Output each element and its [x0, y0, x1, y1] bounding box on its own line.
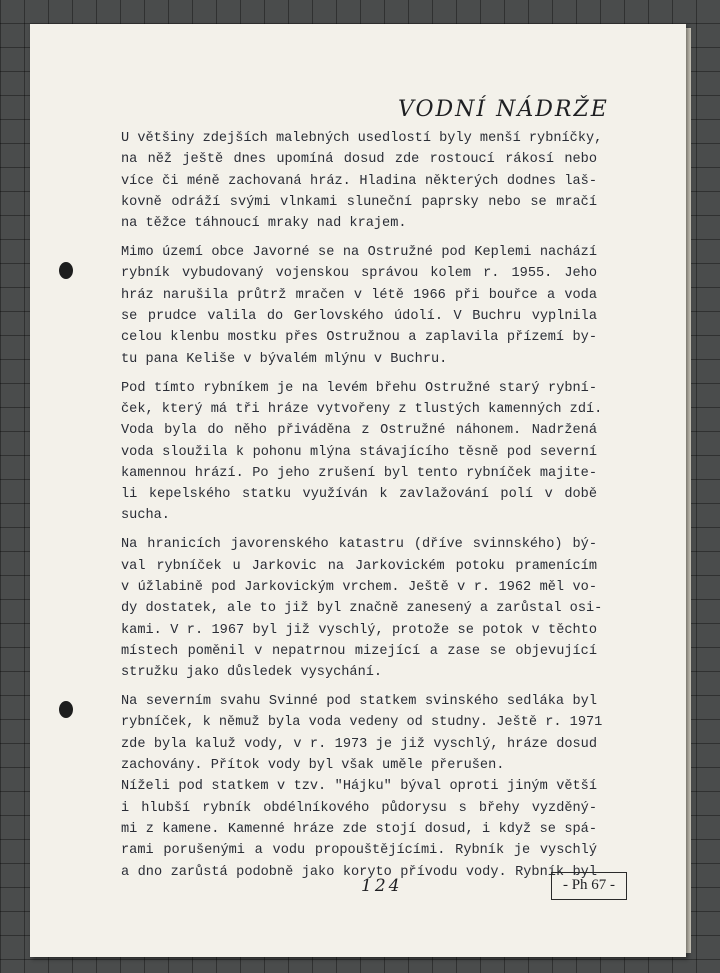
paragraph-1 [121, 128, 603, 234]
page-code-label: - Ph 67 - [551, 872, 627, 900]
paragraph-5 [121, 691, 603, 776]
text-line: Voda byla do něho přiváděna z Ostružné náhonem. Nadržená [121, 423, 597, 439]
text-line: celou klenbu mostku přes Ostružnou a zaplavila přízemí by- [121, 330, 597, 346]
page-edge [686, 28, 691, 953]
text-line: Níželi pod statkem v tzv. "Hájku" býval oproti jiným větší [121, 779, 597, 795]
text-line: více či méně zachovaná hráz. Hladina některých dodnes laš- [121, 173, 597, 189]
body-text [121, 128, 603, 883]
text-line: Na hranicích javorenského katastru (dříve svinnského) bý- [121, 537, 597, 553]
text-line: na něž ještě dnes upomíná dosud zde rostoucí rákosí nebo [121, 152, 597, 168]
paragraph-2 [121, 242, 597, 370]
paragraph-4 [121, 534, 603, 683]
text-line: dy dostatek, ale to již byl značně zanesený a zarůstal osi- [121, 601, 603, 617]
text-line: stružku jako důsledek vysychání. [121, 665, 383, 681]
text-line: val rybníček u Jarkovic na Jarkovickém potoku pramenícím [121, 558, 597, 574]
text-line: Na severním svahu Svinné pod statkem svinského sedláka byl [121, 694, 597, 710]
text-line: kovně odráží svými vlnkami sluneční paprsky nebo se mračí [121, 194, 597, 210]
text-line: rybníček, k němuž byla voda vedeny od studny. Ještě r. 1971 [121, 715, 603, 731]
punch-hole-top [59, 262, 73, 279]
page-title: VODNÍ NÁDRŽE [398, 97, 609, 122]
text-line: zde byla kaluž vody, v r. 1973 je již vyschlý, hráze dosud [121, 736, 597, 752]
text-line: mi z kamene. Kamenné hráze zde stojí dosud, i když se spá- [121, 821, 597, 837]
text-line: na těžce táhnoucí mraky nad krajem. [121, 216, 407, 232]
text-line: Pod tímto rybníkem je na levém břehu Ostružné starý rybní- [121, 380, 597, 396]
text-line: zachovány. Přítok vody byl však uměle přerušen. [121, 758, 505, 774]
text-line: místech poměnil v nepatrnou mizející a zase se objevující [121, 643, 597, 659]
text-line: sucha. [121, 508, 170, 524]
text-line: i hlubší rybník obdélníkového půdorysu s břehy vyzděný- [121, 800, 597, 816]
text-line: kami. V r. 1967 byl již vyschlý, protože se potok v těchto [121, 622, 597, 638]
text-line: a dno zarůstá podobně jako koryto přívodu vody. Rybník byl [121, 864, 597, 880]
page-number: 124 [361, 876, 403, 896]
text-line: Mimo území obce Javorné se na Ostružné pod Keplemi nachází [121, 245, 597, 261]
text-line: hráz narušila průtrž mračen v létě 1966 při bouřce a voda [121, 287, 597, 303]
text-line: voda sloužila k pohonu mlýna stávajícího těsně pod severní [121, 444, 597, 460]
text-line: ček, který má tři hráze vytvořeny z tlustých kamenných zdí. [121, 401, 603, 417]
paragraph-3 [121, 378, 603, 527]
text-line: rami porušenými a vodu propouštějícími. Rybník je vyschlý [121, 843, 597, 859]
text-line: kamennou hrází. Po jeho zrušení byl tento rybníček majite- [121, 465, 597, 481]
text-line: rybník vybudovaný vojenskou správou kolem r. 1955. Jeho [121, 266, 597, 282]
text-line: li kepelského statku využíván k zavlažování polí v době [121, 487, 597, 503]
text-line: v úžlabině pod Jarkovickým vrchem. Ještě v r. 1962 měl vo- [121, 580, 597, 595]
text-line: tu pana Keliše v bývalém mlýnu v Buchru. [121, 351, 448, 367]
text-line: se prudce valila do Gerlovského údolí. V Buchru vyplnila [121, 309, 597, 325]
paragraph-6 [121, 776, 597, 882]
text-line: U většiny zdejších malebných usedlostí byly menší rybníčky, [121, 131, 603, 146]
punch-hole-bottom [59, 701, 73, 718]
